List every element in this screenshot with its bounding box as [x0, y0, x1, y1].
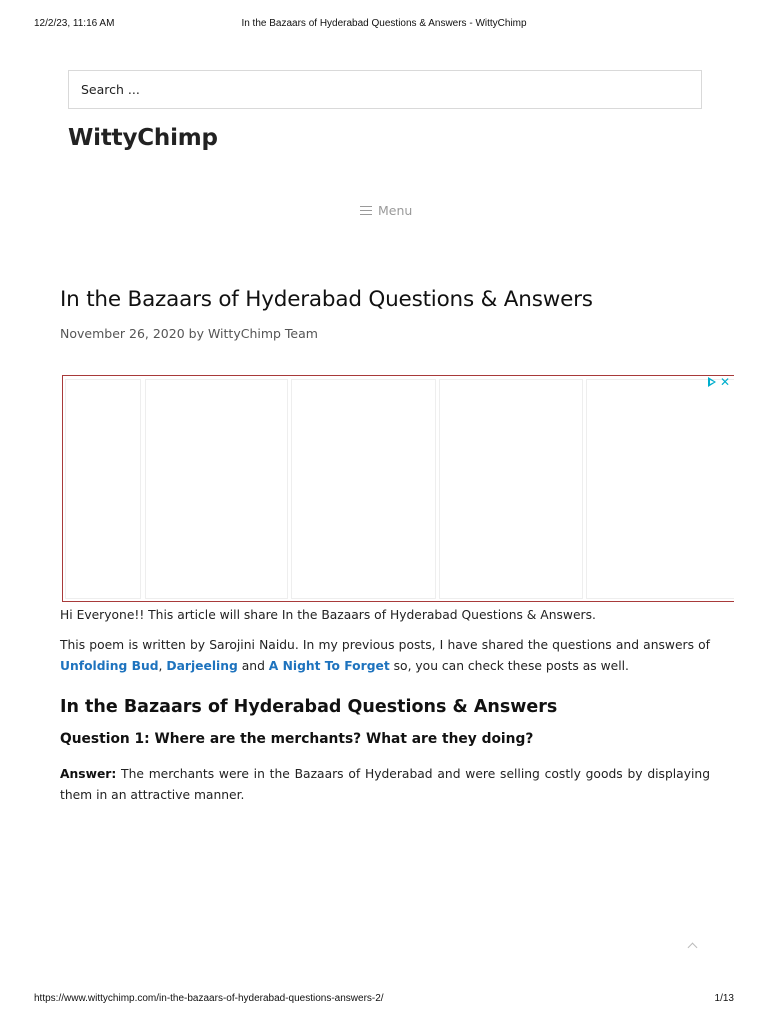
chevron-up-icon[interactable] — [686, 940, 700, 952]
context-text: This poem is written by Sarojini Naidu. In my previous posts, I have shared the questions and answers of — [60, 638, 710, 652]
ad-slot[interactable] — [145, 379, 288, 599]
ad-slot[interactable] — [586, 379, 734, 599]
link-unfolding-bud[interactable]: Unfolding Bud — [60, 659, 159, 673]
link-darjeeling[interactable]: Darjeeling — [166, 659, 238, 673]
question-1: Question 1: Where are the merchants? What are they doing? — [60, 731, 534, 747]
intro-paragraph: Hi Everyone!! This article will share In the Bazaars of Hyderabad Questions & Answers. — [60, 608, 596, 622]
print-page-title: In the Bazaars of Hyderabad Questions & Answers - WittyChimp — [241, 18, 527, 29]
answer-text: The merchants were in the Bazaars of Hyderabad and were selling costly goods by displaying them in an attractive manner. — [60, 767, 710, 802]
article-meta — [60, 326, 318, 341]
site-title-link[interactable]: WittyChimp — [68, 125, 218, 151]
separator: and — [237, 659, 269, 673]
separator: , — [158, 659, 167, 673]
section-heading: In the Bazaars of Hyderabad Questions & Answers — [60, 697, 558, 717]
menu-toggle-button[interactable] — [360, 203, 412, 218]
context-paragraph — [60, 635, 710, 677]
article-title: In the Bazaars of Hyderabad Questions & Answers — [60, 287, 593, 312]
ad-choices-icon[interactable] — [708, 377, 716, 387]
link-a-night-to-forget[interactable]: A Night To Forget — [268, 659, 390, 673]
print-page-number: 1/13 — [714, 993, 734, 1004]
article-author-link[interactable]: WittyChimp Team — [207, 326, 318, 341]
menu-label: Menu — [378, 203, 413, 218]
answer-1 — [60, 764, 710, 806]
ad-choices[interactable] — [708, 376, 730, 388]
article-content — [60, 605, 710, 815]
print-datetime: 12/2/23, 11:16 AM — [34, 18, 115, 29]
hamburger-icon — [360, 206, 372, 216]
ad-banner[interactable] — [62, 375, 734, 602]
search-form — [68, 70, 702, 109]
print-header — [34, 18, 734, 32]
article-date: November 26, 2020 — [60, 326, 185, 341]
ad-slot[interactable] — [439, 379, 583, 599]
article-by: by — [184, 326, 208, 341]
close-icon[interactable]: ✕ — [719, 375, 730, 389]
search-input[interactable] — [69, 71, 701, 108]
ad-slot[interactable] — [291, 379, 436, 599]
ad-slot[interactable] — [65, 379, 141, 599]
print-url: https://www.wittychimp.com/in-the-bazaars-of-hyderabad-questions-answers-2/ — [34, 993, 384, 1004]
context-text-end: so, you can check these posts as well. — [389, 659, 629, 673]
answer-label: Answer: — [60, 767, 117, 781]
print-footer — [34, 993, 734, 1007]
